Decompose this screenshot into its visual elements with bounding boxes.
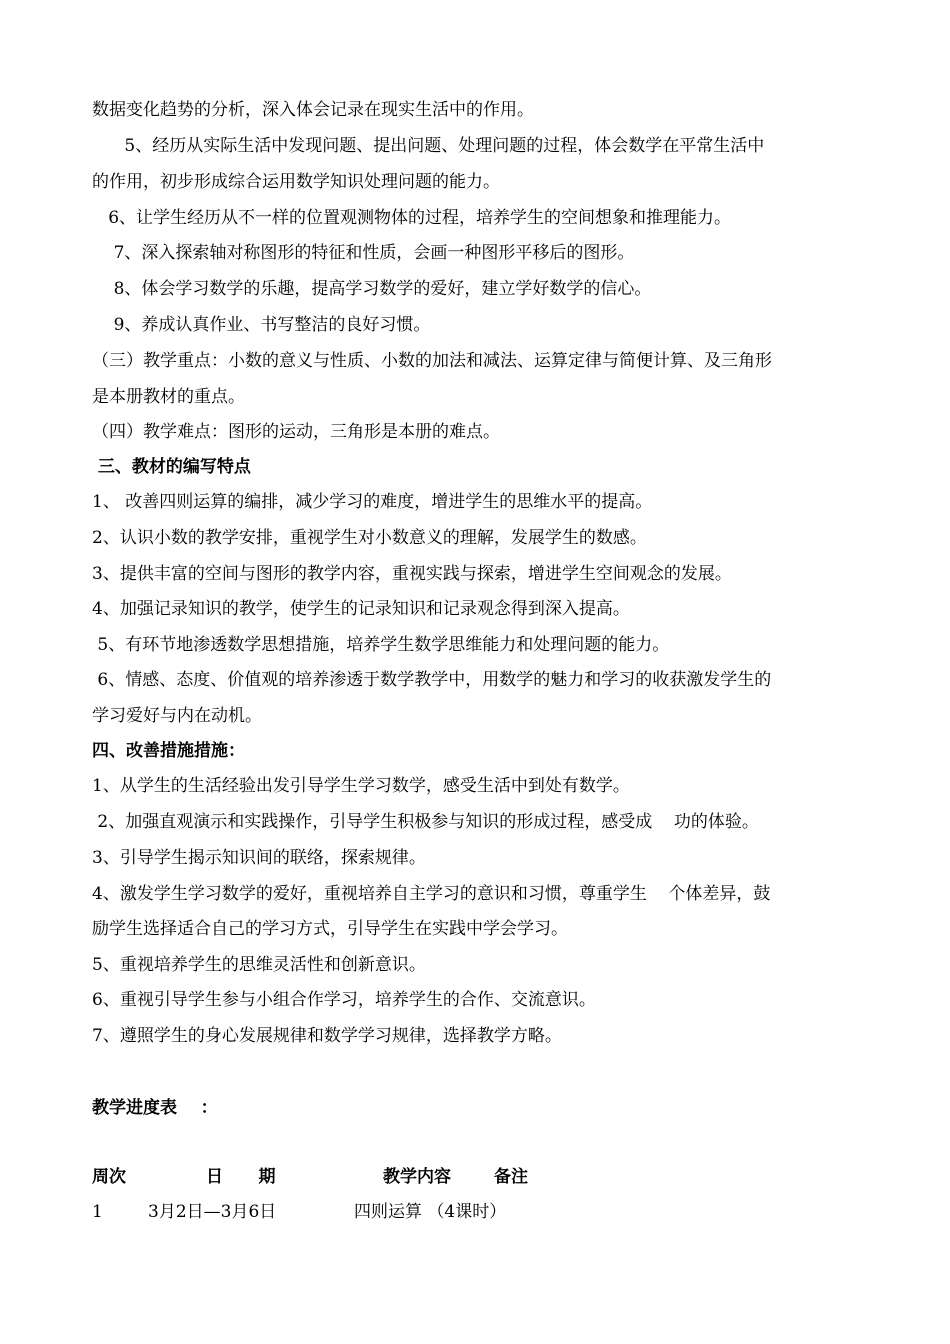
paragraph-line: 3、提供丰富的空间与图形的教学内容，重视实践与探索，增进学生空间观念的发展。 [92, 564, 732, 584]
paragraph-line: 5、经历从实际生活中发现问题、提出问题、处理问题的过程，体会数学在平常生活中 [92, 136, 765, 156]
paragraph-line: 学习爱好与内在动机。 [92, 706, 262, 726]
paragraph-line: 6、情感、态度、价值观的培养渗透于数学教学中，用数学的魅力和学习的收获激发学生的 [92, 670, 772, 690]
paragraph-line: 4、加强记录知识的教学，使学生的记录知识和记录观念得到深入提高。 [92, 599, 630, 619]
paragraph-line: 3、引导学生揭示知识间的联络，探索规律。 [92, 848, 426, 868]
paragraph-line: 2、加强直观演示和实践操作，引导学生积极参与知识的形成过程，感受成 功的体验。 [92, 812, 759, 832]
header-week: 周次 [92, 1167, 126, 1187]
schedule-title: 教学进度表 ： [92, 1098, 218, 1118]
paragraph-line: 5、重视培养学生的思维灵活性和创新意识。 [92, 955, 426, 975]
paragraph-line: 6、让学生经历从不一样的位置观测物体的过程，培养学生的空间想象和推理能力。 [92, 208, 732, 228]
header-content: 教学内容 [383, 1167, 451, 1187]
paragraph-line: 4、激发学生学习数学的爱好，重视培养自主学习的意识和习惯，尊重学生 个体差异，鼓 [92, 884, 771, 904]
header-note: 备注 [494, 1167, 528, 1187]
paragraph-line: 7、深入探索轴对称图形的特征和性质，会画一种图形平移后的图形。 [92, 243, 635, 263]
paragraph-line: （三）教学重点：小数的意义与性质、小数的加法和减法、运算定律与简便计算、及三角形 [92, 351, 772, 371]
paragraph-line: 1、 改善四则运算的编排，减少学习的难度，增进学生的思维水平的提高。 [92, 492, 653, 512]
paragraph-line: 7、遵照学生的身心发展规律和数学学习规律，选择教学方略。 [92, 1026, 562, 1046]
paragraph-line: 数据变化趋势的分析，深入体会记录在现实生活中的作用。 [92, 100, 534, 120]
paragraph-line: 励学生选择适合自己的学习方式，引导学生在实践中学会学习。 [92, 919, 568, 939]
paragraph-line: 是本册教材的重点。 [92, 387, 245, 407]
paragraph-line: 的作用，初步形成综合运用数学知识处理问题的能力。 [92, 172, 500, 192]
paragraph-line: （四）教学难点：图形的运动，三角形是本册的难点。 [92, 422, 500, 442]
paragraph-line: 6、重视引导学生参与小组合作学习，培养学生的合作、交流意识。 [92, 990, 596, 1010]
paragraph-line: 2、认识小数的教学安排，重视学生对小数意义的理解，发展学生的数感。 [92, 528, 647, 548]
cell-date: 3月2日—3月6日 [148, 1202, 277, 1222]
paragraph-line: 5、有环节地渗透数学思想措施，培养学生数学思维能力和处理问题的能力。 [92, 635, 670, 655]
cell-content: 四则运算 （4课时） [354, 1202, 507, 1222]
paragraph-line: 9、养成认真作业、书写整洁的良好习惯。 [92, 315, 431, 335]
cell-week: 1 [92, 1202, 103, 1222]
paragraph-line: 1、从学生的生活经验出发引导学生学习数学，感受生活中到处有数学。 [92, 776, 630, 796]
header-date: 日 期 [206, 1167, 276, 1187]
section-heading: 三、教材的编写特点 [92, 457, 251, 477]
section-heading: 四、改善措施措施： [92, 741, 245, 761]
paragraph-line: 8、体会学习数学的乐趣，提高学习数学的爱好，建立学好数学的信心。 [92, 279, 652, 299]
